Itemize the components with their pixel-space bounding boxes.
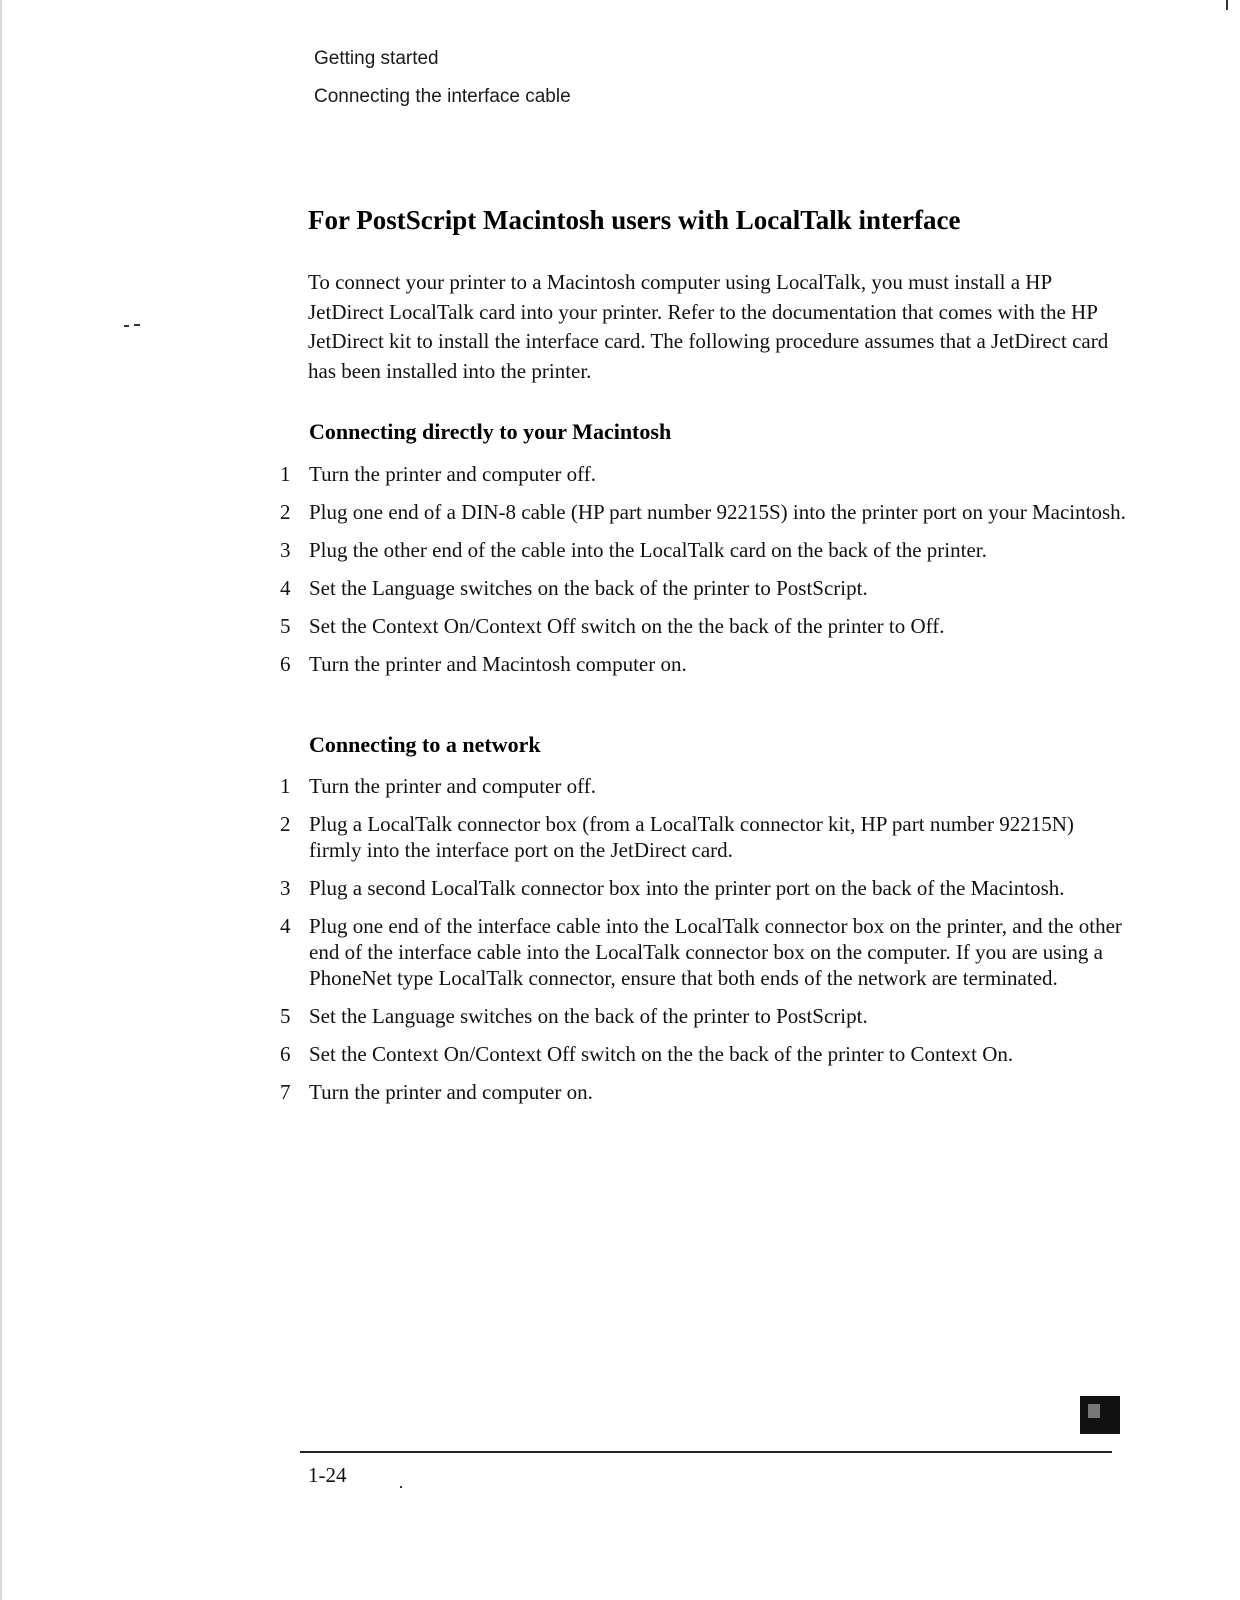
page-title: For PostScript Macintosh users with LocalTalk interface: [308, 205, 961, 235]
step-number: 6: [280, 1042, 291, 1066]
steps-list-network: [280, 773, 1130, 1117]
list-item: [280, 811, 1130, 863]
step-number: 2: [280, 500, 291, 524]
scan-speck: [400, 1486, 402, 1488]
step-number: 4: [280, 914, 291, 938]
step-text: Set the Language switches on the back of the printer to PostScript.: [309, 576, 868, 600]
list-item: [280, 913, 1130, 991]
step-text: Set the Language switches on the back of the printer to PostScript.: [309, 1004, 868, 1028]
step-text: Set the Context On/Context Off switch on the the back of the printer to Context On.: [309, 1042, 1014, 1066]
step-text: Plug one end of the interface cable into the LocalTalk connector box on the printer, and the other end of the interface cable into the LocalTalk connector box on the computer. If you are using a PhoneNet type LocalTalk connector, ensure that both ends of the network are terminated.: [309, 914, 1122, 990]
list-item: [280, 651, 1130, 677]
running-head-subsection: Connecting the interface cable: [314, 86, 571, 107]
step-text: Turn the printer and computer on.: [309, 1080, 593, 1104]
step-text: Plug the other end of the cable into the LocalTalk card on the back of the printer.: [309, 538, 987, 562]
footer-rule: [300, 1451, 1112, 1453]
running-head-section: Getting started: [314, 48, 439, 69]
step-number: 4: [280, 576, 291, 600]
list-item: [280, 537, 1130, 563]
step-number: 3: [280, 538, 291, 562]
section-heading-network: Connecting to a network: [309, 732, 541, 757]
step-number: 5: [280, 614, 291, 638]
steps-list-direct: [280, 461, 1130, 689]
step-text: Plug one end of a DIN-8 cable (HP part number 92215S) into the printer port on your Macintosh.: [309, 500, 1126, 524]
step-text: Set the Context On/Context Off switch on the the back of the printer to Off.: [309, 614, 945, 638]
step-text: Plug a LocalTalk connector box (from a LocalTalk connector kit, HP part number 92215N) firmly into the interface port on the JetDirect card.: [309, 812, 1074, 862]
list-item: [280, 575, 1130, 601]
list-item: [280, 1041, 1130, 1067]
intro-paragraph: To connect your printer to a Macintosh computer using LocalTalk, you must install a HP JetDirect LocalTalk card into your printer. Refer to the documentation that comes with the HP JetDirect kit to install the interface card. The following procedure assumes that a JetDirect card has been installed into the printer.: [308, 270, 1109, 383]
step-text: Turn the printer and Macintosh computer on.: [309, 652, 687, 676]
scan-edge: [0, 0, 2, 1600]
scan-speck: [1226, 0, 1228, 10]
step-number: 3: [280, 876, 291, 900]
list-item: [280, 1079, 1130, 1105]
scan-speck: [134, 324, 140, 326]
step-number: 5: [280, 1004, 291, 1028]
list-item: [280, 875, 1130, 901]
step-text: Plug a second LocalTalk connector box into the printer port on the back of the Macintosh.: [309, 876, 1065, 900]
page-number: 1-24: [308, 1463, 347, 1487]
section-heading-direct: Connecting directly to your Macintosh: [309, 419, 672, 444]
list-item: [280, 773, 1130, 799]
step-number: 7: [280, 1080, 291, 1104]
step-text: Turn the printer and computer off.: [309, 774, 596, 798]
list-item: [280, 499, 1130, 525]
scan-speck: [124, 325, 129, 327]
section-tab-marker: [1080, 1396, 1120, 1434]
step-number: 6: [280, 652, 291, 676]
step-number: 1: [280, 462, 291, 486]
step-text: Turn the printer and computer off.: [309, 462, 596, 486]
step-number: 2: [280, 812, 291, 836]
list-item: [280, 613, 1130, 639]
list-item: [280, 461, 1130, 487]
step-number: 1: [280, 774, 291, 798]
list-item: [280, 1003, 1130, 1029]
